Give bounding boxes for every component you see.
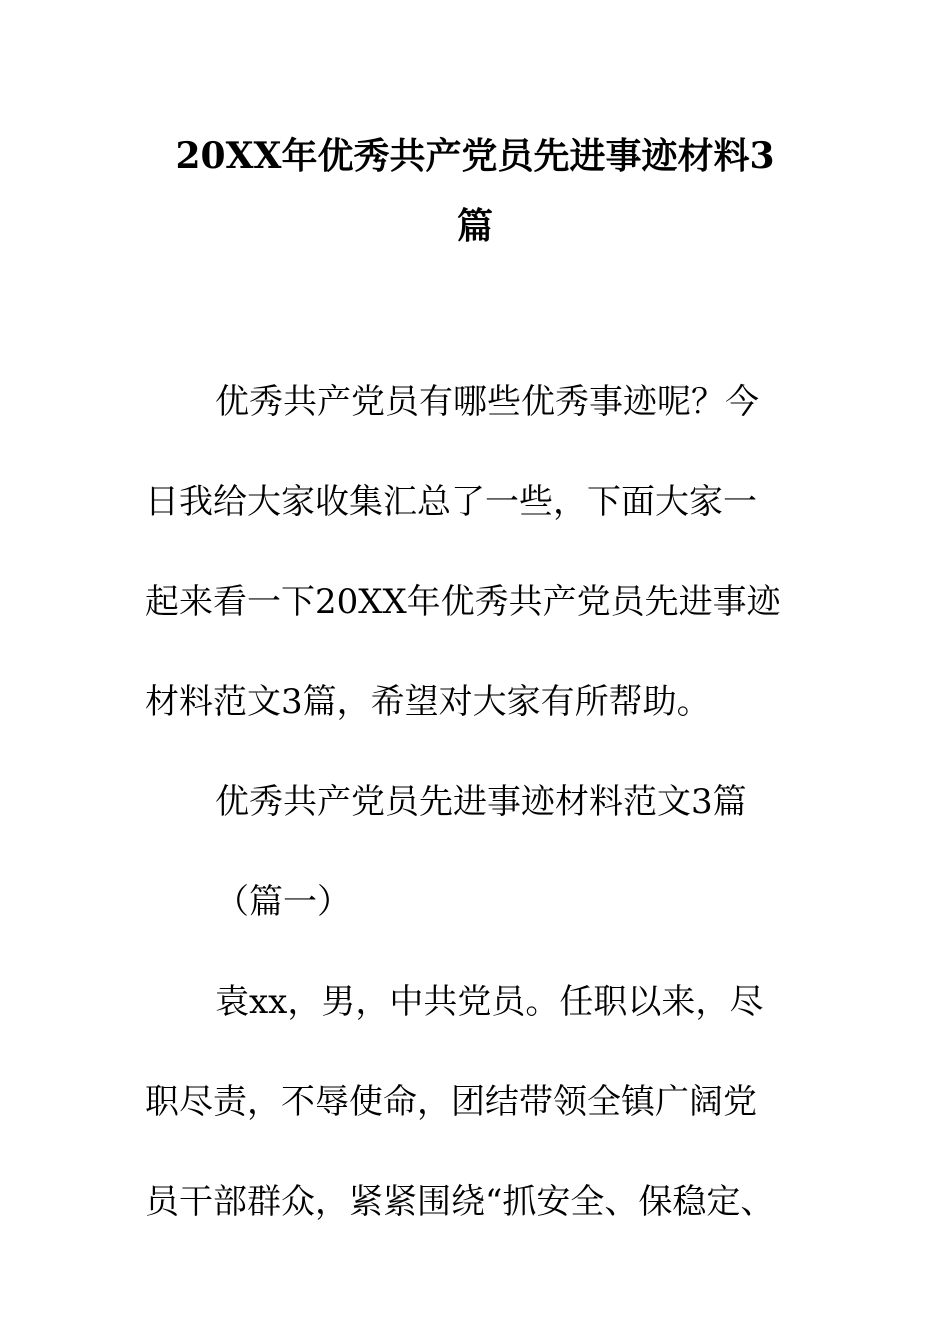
body-line-1: 优秀共产党员有哪些优秀事迹呢？今: [215, 382, 759, 422]
section-heading: 优秀共产党员先进事迹材料范文3篇: [215, 782, 747, 822]
document-title-line-2: 篇: [456, 205, 493, 247]
body-line-2: 日我给大家收集汇总了一些，下面大家一: [145, 482, 757, 522]
body-line-4: 材料范文3篇，希望对大家有所帮助。: [145, 682, 711, 722]
body-line-8: 职尽责，不辱使命，团结带领全镇广阔党: [145, 1082, 757, 1122]
body-line-3: 起来看一下20XX年优秀共产党员先进事迹: [145, 582, 781, 622]
body-line-9: 员干部群众，紧紧围绕“抓安全、保稳定、: [145, 1182, 775, 1222]
section-subheading: （篇一）: [215, 882, 351, 922]
body-line-7: 袁xx，男，中共党员。任职以来，尽: [215, 982, 764, 1022]
document-title-line-1: 20XX年优秀共产党员先进事迹材料3: [175, 135, 775, 177]
